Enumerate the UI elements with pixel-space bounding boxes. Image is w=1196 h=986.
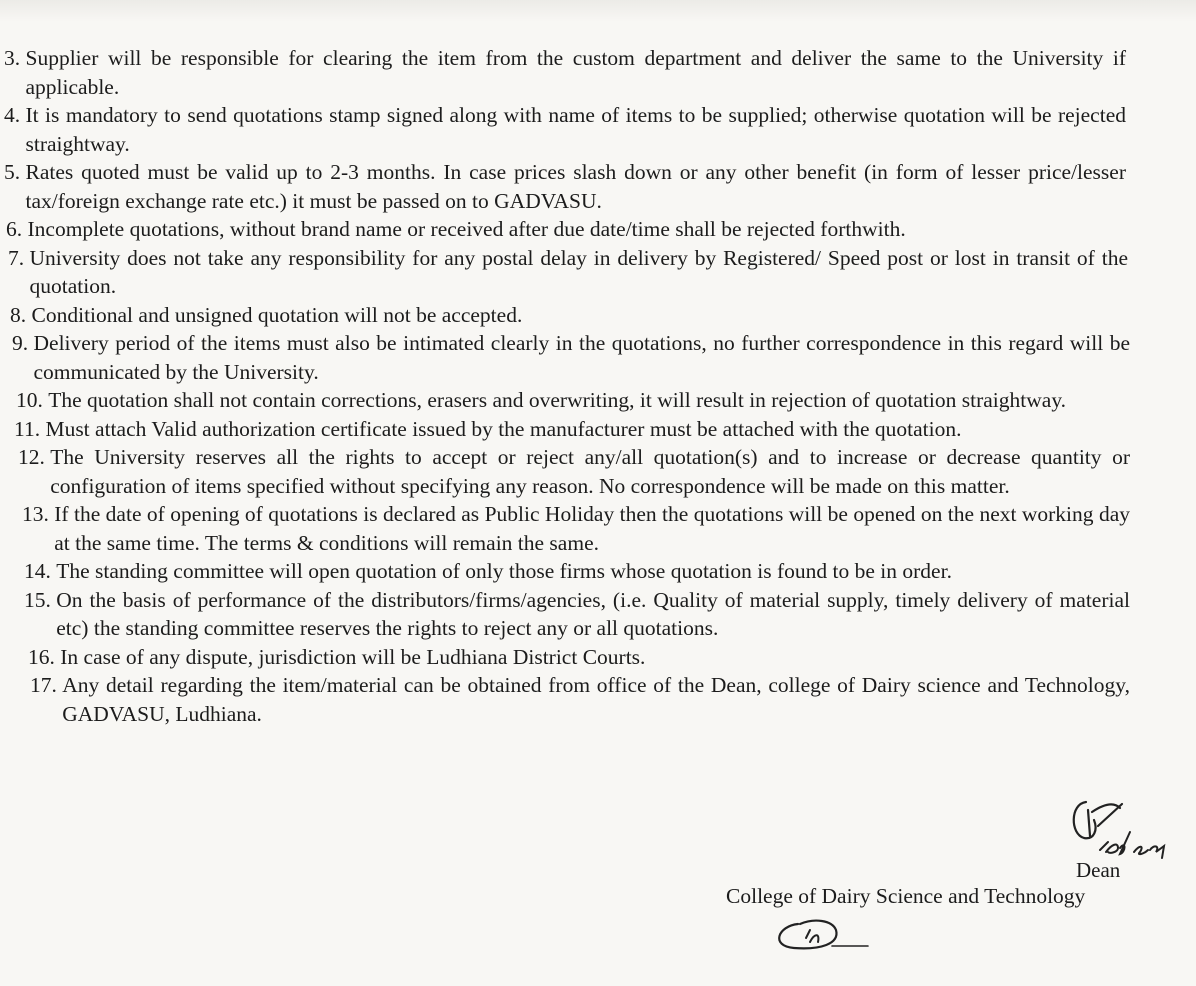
clause-text: Supplier will be responsible for clearing the item from the custom department and deliver the same to the University if applicable. (25, 46, 1126, 99)
clause-17 (0, 671, 1196, 728)
clause-number: 4. (4, 103, 26, 127)
clause-number: 15. (24, 587, 57, 612)
designation-label: Dean (1076, 858, 1121, 882)
institution-label: College of Dairy Science and Technology (726, 884, 1086, 908)
clause-text: In case of any dispute, jurisdiction will be Ludhiana District Courts. (60, 644, 646, 669)
clause-number: 8. (10, 302, 32, 327)
clause-number: 6. (6, 217, 28, 241)
clause-number: 14. (24, 559, 57, 583)
clause-number: 10. (16, 388, 49, 412)
clause-6 (0, 215, 1196, 244)
clause-text: The quotation shall not contain corrections, erasers and overwriting, it will result in rejection of quotation straightway. (48, 388, 1067, 412)
clause-12 (0, 443, 1196, 500)
clause-13 (0, 500, 1196, 557)
clause-3 (0, 44, 1196, 101)
clause-text: It is mandatory to send quotations stamp signed along with name of items to be supplied; otherwise quotation will be rejected straightway. (25, 103, 1126, 156)
clause-number: 7. (8, 245, 30, 270)
clause-text: Any detail regarding the item/material can be obtained from office of the Dean, college of Dairy science and Technology, GADVASU, Ludhiana. (62, 673, 1130, 726)
clause-number: 9. (12, 331, 34, 355)
clause-4 (0, 101, 1196, 158)
clause-number: 3. (4, 46, 26, 70)
clause-text: Must attach Valid authorization certificate issued by the manufacturer must be attached with the quotation. (45, 416, 962, 441)
clause-number: 12. (18, 445, 51, 469)
clause-text: The standing committee will open quotation of only those firms whose quotation is found to be in order. (56, 559, 952, 583)
clause-text: University does not take any responsibility for any postal delay in delivery by Registered/ Speed post or lost in transit of the quotation. (29, 245, 1128, 298)
clause-number: 17. (30, 673, 63, 697)
clause-7 (0, 244, 1196, 301)
clause-text: If the date of opening of quotations is declared as Public Holiday then the quotations will be opened on the next working day at the same time. The terms & conditions will remain the same. (54, 502, 1130, 555)
clause-11 (0, 415, 1196, 444)
terms-list (0, 44, 1196, 728)
clause-number: 16. (28, 644, 61, 669)
clause-9 (0, 329, 1196, 386)
clause-14 (0, 557, 1196, 586)
clause-15 (0, 586, 1196, 643)
clause-text: The University reserves all the rights to accept or reject any/all quotation(s) and to increase or decrease quantity or configuration of items specified without specifying any reason. No correspondence will be made on this matter. (50, 445, 1130, 498)
clause-text: Incomplete quotations, without brand name or received after due date/time shall be rejected forthwith. (27, 217, 906, 241)
clause-10 (0, 386, 1196, 415)
clause-number: 13. (22, 502, 55, 526)
clause-text: On the basis of performance of the distributors/firms/agencies, (i.e. Quality of material supply, timely delivery of material etc) the standing committee reserves the rights to reject any or all quotations. (56, 587, 1130, 640)
clause-text: Rates quoted must be valid up to 2-3 months. In case prices slash down or any other benefit (in form of lesser price/lesser tax/foreign exchange rate etc.) it must be passed on to GADVASU. (25, 160, 1126, 213)
clause-8 (0, 301, 1196, 330)
clause-number: 11. (14, 416, 46, 441)
clause-text: Conditional and unsigned quotation will not be accepted. (31, 302, 523, 327)
clause-number: 5. (4, 160, 26, 184)
clause-text: Delivery period of the items must also be intimated clearly in the quotations, no further correspondence in this regard will be communicated by the University. (33, 331, 1130, 384)
handwritten-initial (770, 912, 870, 952)
clause-16 (0, 643, 1196, 672)
clause-5 (0, 158, 1196, 215)
